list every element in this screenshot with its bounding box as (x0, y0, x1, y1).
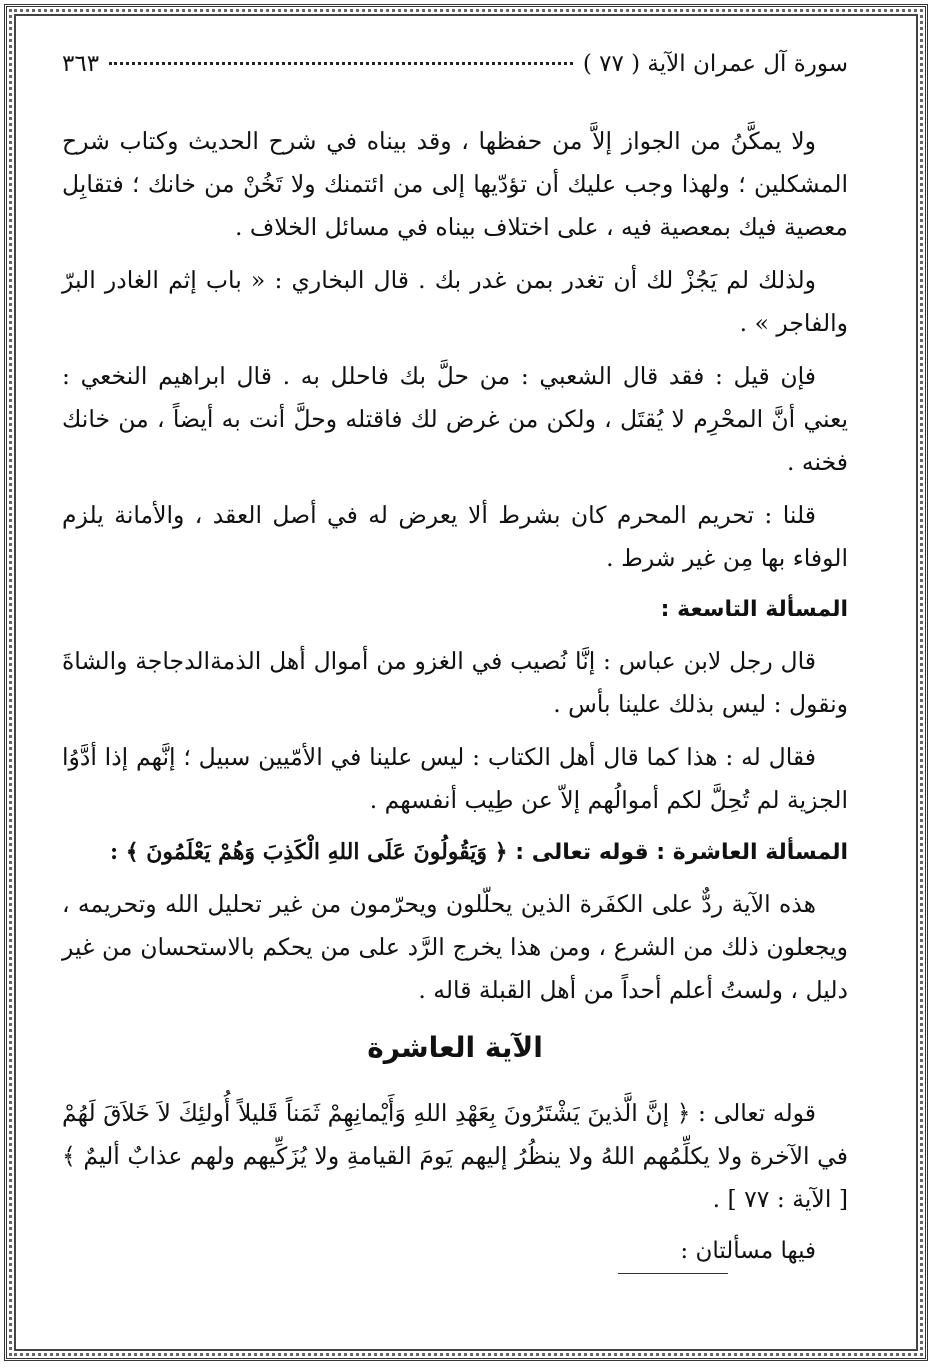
heading-tenth-label: المسألة العاشرة : قوله تعالى : (515, 840, 848, 865)
paragraph-4: قلنا : تحريم المحرم كان بشرط ألا يعرض له في أصل العقد ، والأمانة يلزم الوفاء بها مِن غير شرط . (62, 501, 848, 572)
closing-underline (618, 1273, 728, 1274)
heading-tenth-issue (62, 832, 848, 873)
header-title: سورة آل عمران الآية ( ٧٧ ) (582, 51, 848, 77)
paragraph-8: قوله تعالى : ﴿ إنَّ الَّذينَ يَشْتَرُونَ بِعَهْدِ اللهِ وَأَيْمانِهِمْ ثَمَناً قَليلاً أُولئِكَ لاَ خَلاَقَ لَهُمْ في الآخرة ولا يكلِّمُهم اللهُ ولا ينظُرُ إليهم يَومَ القيامةِ ولا يُزَكِّيهم ولهم عذابٌ أليمٌ ﴾ [ الآية : ٧٧ ] . (62, 1099, 848, 1213)
page-content (62, 48, 848, 1274)
paragraph-7: هذه الآية ردٌّ على الكفَرة الذين يحلّلون ويحرّمون من غير تحليل الله وتحريمه ، ويجعلون ذلك من الشرع ، ومن هذا يخرج الرَّد على من يحكم بالاستحسان من غير دليل ، ولستُ أعلم أحداً من أهل القبلة قاله . (62, 890, 848, 1004)
paragraph-1: ولا يمكَّنُ من الجواز إلاَّ من حفظها ، وقد بيناه في شرح الحديث وكتاب شرح المشكلين ؛ ولهذا وجب عليك أن تؤدّيها إلى من ائتمنك ولا تَخُنْ من خانك ؛ فتقابِل معصية فيك بمعصية فيه ، على اختلاف بيناه في مسائل الخلاف . (62, 127, 848, 241)
heading-ninth-issue: المسألة التاسعة : (660, 597, 848, 622)
closing-line: فيها مسألتان : (680, 1238, 816, 1264)
paragraph-5: قال رجل لابن عباس : إنَّا نُصيب في الغزو من أموال أهل الذمةالدجاجة والشاةَ ونقول : ليس بذلك علينا بأس . (62, 647, 848, 718)
page-number: ٣٦٣ (62, 51, 100, 77)
header-leader-dots (109, 62, 573, 65)
paragraph-6: فقال له : هذا كما قال أهل الكتاب : ليس علينا في الأمّيين سبيل ؛ إنَّهم إذا أدَّوُا الجزية لم تُحِلَّ لكم أموالُهم إلاّ عن طِيب أنفسهم . (62, 743, 848, 814)
paragraph-3: فإن قيل : فقد قال الشعبي : من حلَّ بك فاحلل به . قال ابراهيم النخعي : يعني أنَّ المحْرِم لا يُقتَل ، ولكن من غرض لك فاقتله وحلَّ أنت به أيضاً ، من خانك فخنه . (62, 362, 848, 476)
running-header (62, 48, 848, 80)
section-title: الآية العاشرة (367, 1031, 543, 1064)
paragraph-2: ولذلك لم يَجُزْ لك أن تغدر بمن غدر بك . قال البخاري : « باب إثم الغادر البرّ والفاجر » . (62, 266, 848, 337)
heading-tenth-verse: ﴿ وَيَقُولُونَ عَلَى اللهِ الْكَذِبَ وَهُمْ يَعْلَمُونَ ﴾ : (109, 839, 508, 865)
